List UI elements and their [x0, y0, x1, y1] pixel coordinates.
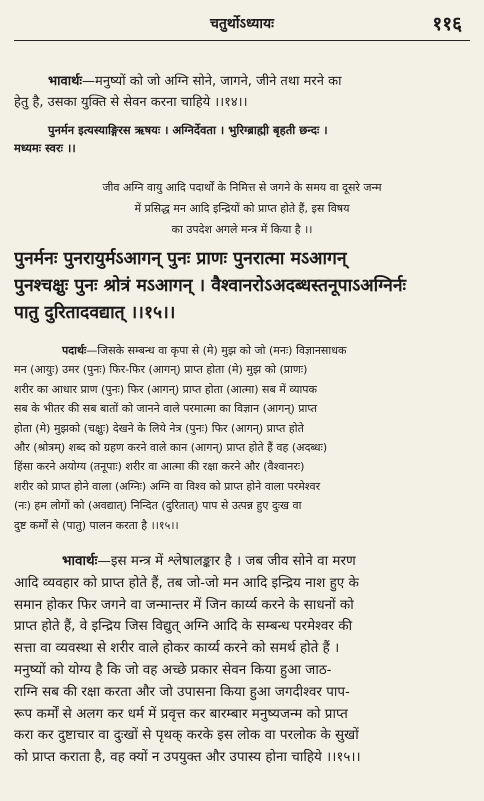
bhavarth-label: भावार्थः [48, 74, 83, 89]
rishi-line: पुनर्मन इत्यस्याङ्गिरस ऋषयः । अग्निर्देवता । भुरिग्ब्राह्मी बृहती छन्दः । [48, 123, 328, 137]
page-number: ११६ [432, 13, 462, 35]
intro-line: जीव अग्नि वायु आदि पदार्थों के निमित्त से जगने के समय वा दूसरे जन्म [102, 181, 382, 194]
bhavarth-15-line: रूप कर्मों से अलग कर धर्म में प्रवृत्त कर बारम्बार मनुष्यजन्म को प्राप्त [14, 705, 348, 722]
intro-line: का उपदेश अगले मन्त्र में किया है ।। [171, 223, 313, 236]
bhavarth-15-line: समान होकर फिर जगने वा जन्मान्तर में जिन कार्य्य करने के साधनों को [14, 596, 354, 613]
padarth-line: और (श्रोत्रम्) शब्द को ग्रहण करने वाले कान (आगन्) प्राप्त होते हैं वह (अदब्धः) [14, 441, 328, 455]
bhavarth-14 [14, 71, 470, 113]
bhavarth-15-line: आदि व्यवहार को प्राप्त होते हैं, तब जो-जो मन आदि इन्द्रिय नाश हुए के [14, 574, 359, 591]
page-header [14, 6, 470, 41]
bhavarth-15-line: राग्नि सब की रक्षा करता और जो उपासना किया हुआ जगदीश्वर पाप- [14, 683, 350, 700]
bhavarth-15-line: मनुष्यों को योग्य है कि जो वह अच्छे प्रकार सेवन किया हुआ जाठ- [14, 662, 332, 679]
bhavarth-15-line: को प्राप्त कराता है, वह क्यों न उपयुक्त और उपास्य होना चाहिये ।।१५।। [14, 749, 361, 766]
padarth-line: दुष्ट कर्मों से (पातु) पालन करता है ।।१५।। [14, 518, 179, 532]
intro-line: में प्रसिद्ध मन आदि इन्द्रियों को प्राप्त होते हैं, इस विषय [134, 202, 350, 215]
padarth-line: सब के भीतर की सब बातों को जानने वाले परमात्मा का विज्ञान (आगन्) प्राप्त [14, 402, 318, 416]
mantra-intro [14, 177, 470, 240]
bhavarth-14-line: हेतु है, उसका युक्ति से सेवन करना चाहिये ।।१४।। [14, 95, 248, 110]
bhavarth-14-line: भावार्थः—मनुष्यों को जो अग्नि सोने, जागने, जीने तथा मरने का [48, 74, 342, 89]
running-title: चतुर्थोऽध्यायः [210, 16, 274, 32]
padarth-label: पदार्थः [62, 344, 87, 357]
mantra-line: पातु दुरितादवद्यात् ।।१५।। [14, 303, 176, 323]
rishi-line: मध्यमः स्वरः ।। [14, 141, 76, 155]
padarth-line: शरीर का आधार प्राण (पुनः) फिर (आगन्) प्राप्त होता (आत्मा) सब में व्यापक [14, 382, 318, 396]
padarth-line: पदार्थः—जिसके सम्बन्ध वा कृपा से (मे) मुझ को जो (मनः) विज्ञानसाधक [62, 344, 347, 357]
padarth-line: शरीर को प्राप्त होने वाला (अग्निः) अग्नि वा विश्व को प्राप्त होने वाला परमेश्वर [14, 479, 321, 493]
bhavarth-15-line: भावार्थः—इस मन्त्र में श्लेषालङ्कार है । जब जीव सोने वा मरण [62, 553, 356, 570]
bhavarth-15 [14, 551, 470, 769]
padarth-section [14, 341, 470, 535]
bhavarth-15-line: प्राप्त होते हैं, वे इन्द्रिय जिस विद्युत् अग्नि आदि के सम्बन्ध परमेश्वर की [14, 618, 353, 635]
book-page [0, 6, 484, 801]
mantra-line: पुनर्मनः पुनरायुर्मऽआगन् पुनः प्राणः पुनरात्मा मऽआगन् [14, 249, 347, 269]
bhavarth-15-line: सत्ता वा व्यवस्था से शरीर वाले होकर कार्य्य करने को समर्थ होते हैं । [14, 640, 340, 657]
bhavarth-label: भावार्थः [62, 553, 98, 570]
padarth-line: होता (मे) मुझको (चक्षुः) देखने के लिये नेत्र (पुनः) फिर (आगन्) प्राप्त होते [14, 421, 304, 435]
bhavarth-15-line: करा कर दुष्टाचार वा दुःखों से पृथक् करके इस लोक वा परलोक के सुखों [14, 727, 359, 744]
rishi-devata-chhand [14, 121, 470, 157]
padarth-line: (नः) हम लोगों को (अवद्यात्) निन्दित (दुरितात्) पाप से उत्पन्न हुए दुःख वा [14, 499, 302, 513]
padarth-line: मन (आयुः) उमर (पुनः) फिर-फिर (आगन्) प्राप्त होता (मे) मुझ को (प्राणः) [14, 363, 308, 377]
mantra-15 [14, 246, 470, 327]
mantra-line: पुनश्चक्षुः पुनः श्रोत्रं मऽआगन् । वैश्वानरोऽअदब्धस्तनूपाऽअग्निर्नः [14, 276, 407, 296]
padarth-line: हिंसा करने अयोग्य (तनूपाः) शरीर वा आत्मा की रक्षा करने और (वैश्वानरः) [14, 460, 305, 474]
